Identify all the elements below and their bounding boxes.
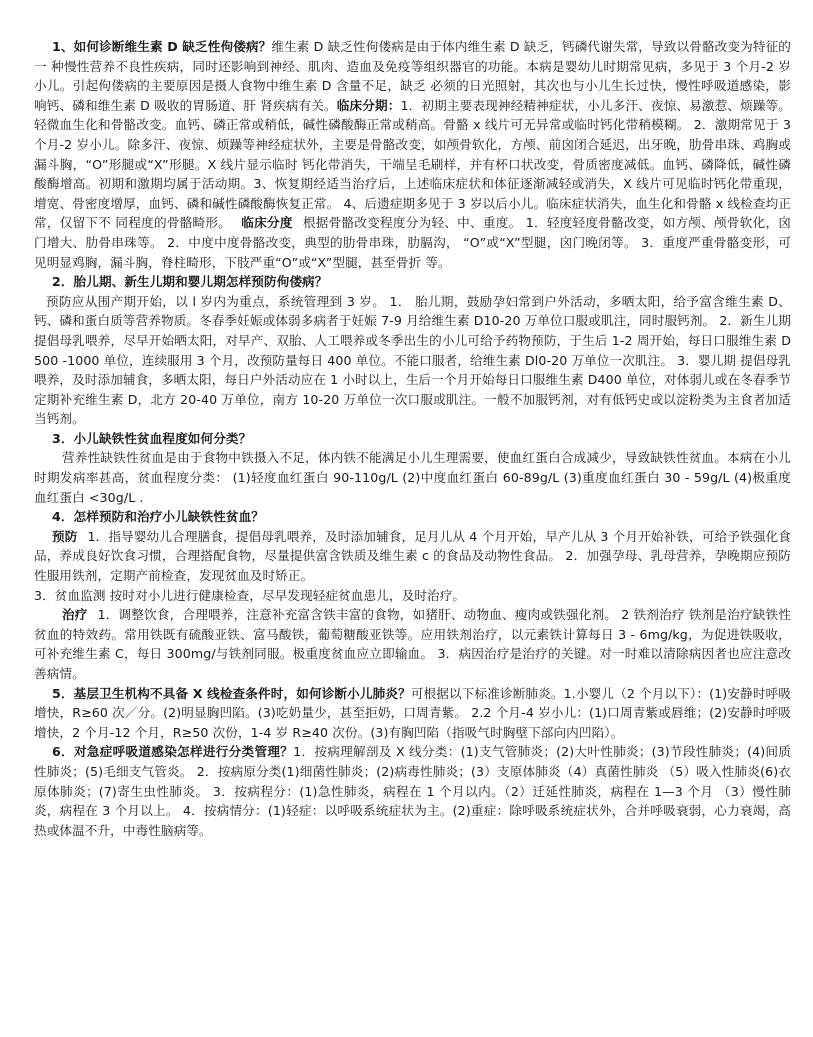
section-4-text-1: 1．指导婴幼儿合理膳食，提倡母乳喂养，及时添加辅食，足月儿从 4 个月开始，早产儿从 3 个月开始补铁，可给予铁强化食品，养成良好饮食习惯，合理搭配食物，尽量提供富含铁质及维生素 c 的食品及动物性食品。 2．加强孕母、乳母营养，孕晚期应预防性服用铁剂，定期产前检查，发现贫血及时矫正。	[34, 528, 791, 584]
section-3-title: 3．小儿缺铁性贫血程度如何分类？	[52, 430, 252, 446]
section-1-label-clinical-degree: 临床分度	[241, 215, 293, 231]
section-4-treatment	[34, 605, 791, 683]
section-5	[34, 684, 791, 743]
section-4-monitoring: 3．贫血监测 按时对小儿进行健康检查，尽早发现轻症贫血患儿，及时治疗。	[34, 587, 466, 603]
section-3-body: 营养性缺铁性贫血是由于食物中铁摄入不足，体内铁不能满足小儿生理需要，使血红蛋白合成减少，导致缺铁性贫血。本病在小儿时期发病率甚高，贫血程度分类： (1)轻度血红蛋白 90-110g/L (2)中度血红蛋白 60-89g/L (3)重度血红蛋白 30 - 59g/L (4)极重度血红蛋白 <30g/L .	[34, 450, 791, 505]
section-4-title: 4．怎样预防和治疗小儿缺铁性贫血？	[52, 509, 264, 525]
section-4-heading	[34, 507, 791, 527]
section-1	[34, 37, 791, 272]
section-1-text-1: 维生素 D 缺乏性佝偻病是由于体内维生素 D 缺乏，钙磷代谢失常，导致以骨骼改变为特征的一 种慢性营养不良性疾病，同时还影响到神经、肌肉、造血及免疫等组织器官的功能。本病是婴幼儿时期常见病，多见于 3 个月-2 岁小儿。引起佝偻病的主要原因是摄人食物中维生素 D 含量不足，缺乏 必须的日光照射，其次也与小儿生长过快，慢性呼吸道感染，影响钙、磷和维生素 D 吸收的胃肠道、肝 肾疾病有关。	[34, 39, 791, 113]
section-4-label-prevention: 预防	[52, 528, 78, 544]
section-5-title: 5．基层卫生机构不具备 X 线检查条件时，如何诊断小儿肺炎？	[52, 685, 411, 701]
section-2-title: 2．胎儿期、新生儿期和婴儿期怎样预防佝偻病？	[52, 274, 328, 290]
section-6	[34, 742, 791, 840]
section-1-text-3: 根据骨骼改变程度分为轻、中、重度。 1．轻度轻度骨骼改变，如方颅、颅骨软化，囟门增大、肋骨串珠等。 2．中度中度骨骼改变，典型的肋骨串珠，肋膈沟， “O”或“X”型腿，囟门晚闭等。 3．重度严重骨骼变形，可见明显鸡胸，漏斗胸，脊柱畸形，下肢严重“O”或“X”型腿，甚至骨折 等。	[34, 215, 791, 270]
section-1-title: 1、如何诊断维生素 D 缺乏性佝偻病？	[52, 39, 272, 54]
section-4-prevention	[34, 527, 791, 586]
section-6-title: 6．对急症呼吸道感染怎样进行分类管理？	[52, 744, 294, 760]
section-6-text: 1．按病理解剖及 X 线分类：(1)支气管肺炎；(2)大叶性肺炎；(3)节段性肺炎；(4)间质性肺炎；(5)毛细支气管炎。 2．按病原分类(1)细菌性肺炎；(2)病毒性肺炎；(3）支原体肺炎（4）真菌性肺炎 （5）吸入性肺炎(6)衣原体肺炎；(7)寄生虫性肺炎。 3．按病程分：(1)急性肺炎，病程在 1 个月以内。（2）迁延性肺炎，病程在 1—3 个月 （3）慢性肺炎，病程在 3 个月以上。 4．按病情分：(1)轻症：以呼吸系统症状为主。(2)重症：除呼吸系统症状外，合并呼吸衰弱，心力衰竭，高热或体温不升，中毒性脑病等。	[34, 744, 792, 838]
section-1-text-2: 1．初期主要表现神经精神症状，小儿多汗、夜惊、易激惹、烦躁等。轻微血生化和骨骼改变。血钙、磷正常或稍低，碱性磷酸酶正常或稍高。骨骼 x 线片可无异常或临时钙化带稍模糊。 2．激期常见于 3 个月-2 岁小儿。除多汗、夜惊、烦躁等神经症状外，主要是骨骼改变，如颅骨软化，方颅、前囟闭合延迟，出牙晚，肋骨串珠、鸡胸或漏斗胸，“O”形腿或“X”形腿。X 线片显示临时 钙化带消失，干端呈毛刷样，并有杯口状改变，骨质密度减低。血钙、磷降低，碱性磷酸酶增高。初期和激期均属于活动期。3、恢复期经适当治疗后，上述临床症状和体征逐渐减轻或消失，X 线片可见临时钙化带重现， 增宽、骨密度增厚，血钙、磷和碱性磷酸酶恢复正常。 4、后遗症期多见于 3 岁以后小儿。临床症状消失，血生化和骨骼 x 线检查均正常，仅留下不 同程度的骨骼畸形。	[34, 97, 792, 231]
section-5-text: 可根据以下标准诊断肺炎。1.小婴儿（2 个月以下）：(1)安静时呼吸增快，R≥60 次／分。(2)明显胸凹陷。(3)吃奶量少，甚至拒奶，口周青紫。 2.2 个月-4 岁小儿：(1)口周青紫或唇维；(2)安静时呼吸增快，2 个月-12 个月，R≥50 次份，1-4 岁 R≥40 次份。(3)有胸凹陷（指吸气时胸壁下部向内凹陷）。	[34, 685, 791, 740]
section-4-text-3: 1．调整饮食，合理喂养，注意补充富含铁丰富的食物，如猪肝、动物血、瘦肉或铁强化剂。 2 铁剂治疗 铁剂是治疗缺铁性贫血的特效药。常用铁既有硫酸亚铁、富马酸铁，葡萄糖酸亚铁等。应用铁剂治疗，以元素铁计算每日 3 - 6mg/kg，为促进铁吸收，可补充维生素 C，每日 300mg/与铁剂同服。极重度贫血应立即输血。 3．病因治疗是治疗的关键。对一时难以清除病因者也应注意改善病情。	[34, 607, 792, 681]
section-2-heading	[34, 272, 791, 292]
section-4-label-treatment: 治疗	[62, 607, 88, 623]
section-2-body: 预防应从围产期开始，以 l 岁内为重点，系统管理到 3 岁。 1． 胎儿期，鼓励孕妇常到户外活动，多晒太阳，给予富含维生素 D、钙、磷和蛋白质等营养物质。冬春季妊娠或体弱多病者于妊娠 7-9 月给维生素 D10-20 万单位口服或肌注，同时服钙剂。 2．新生儿期 提倡母乳喂养，尽早开始晒太阳，对早产、双胎、人工喂养或冬季出生的小儿可给予药物预防，于生后 1-2 周开始，每日口服维生素 D500 -1000 单位，连续服用 3 个月，改预防量每日 400 单位。不能口服者，给维生素 Dl0-20 万单位一次肌注。 3．婴儿期 提倡母乳喂养，及时添加辅食，多晒太阳，每日户外活动应在 1 小时以上，生后一个月开始每日口服维生素 D400 单位，对体弱儿或在冬春季节定期补充维生素 D，北方 20-40 万单位，南方 10-20 万单位一次口服或肌注。一般不加服钙剂，对有低钙史或以淀粉类为主食者加适当钙剂。	[34, 293, 791, 427]
section-3-heading	[34, 429, 791, 449]
section-1-label-clinical-stage: 临床分期：	[336, 97, 401, 113]
